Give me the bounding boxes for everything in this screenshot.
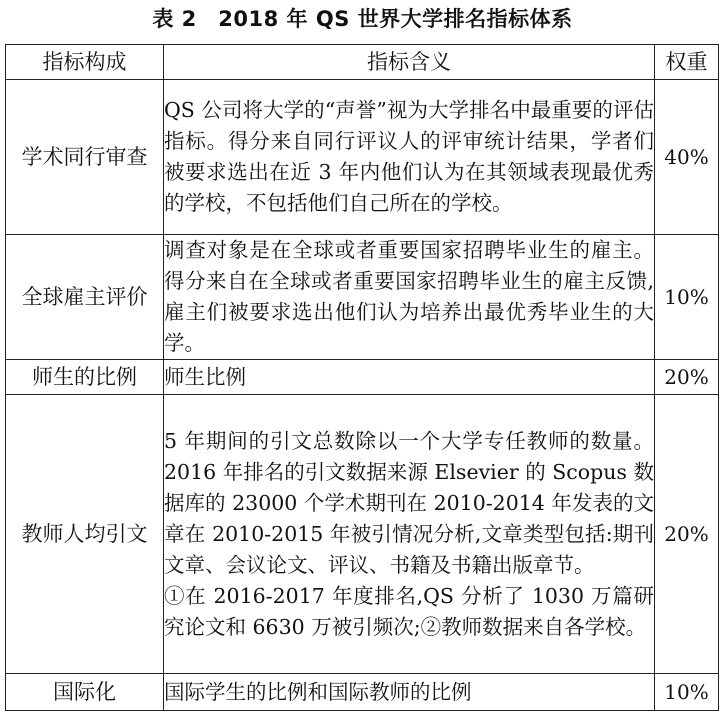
meaning-text: 5 年期间的引文总数除以一个大学专任教师的数量。2016 年排名的引文数据来源 Elsevier 的 Scopus 数据库的 23000 个学术期刊在 2010-2014 年发表的文章在 2010-2015 年被引情况分析,文章类型包括:期刊文章、会议论文、评议、书籍及书籍出版章节。 xyxy=(164,428,654,577)
header-indicator: 指标构成 xyxy=(6,45,164,80)
weight-cell: 20% xyxy=(655,360,719,395)
table-row xyxy=(6,395,719,674)
indicator-cell: 学术同行审查 xyxy=(6,80,164,235)
weight-cell: 20% xyxy=(655,395,719,674)
meaning-cell xyxy=(164,395,655,674)
table-row xyxy=(6,674,719,711)
table-row xyxy=(6,360,719,395)
weight-cell: 10% xyxy=(655,235,719,360)
indicator-cell: 国际化 xyxy=(6,674,164,711)
indicator-cell: 师生的比例 xyxy=(6,360,164,395)
table-title: 表 2 2018 年 QS 世界大学排名指标体系 xyxy=(152,7,573,31)
meaning-cell xyxy=(164,360,655,395)
table-row xyxy=(6,80,719,235)
meaning-text: QS 公司将大学的“声誉”视为大学排名中最重要的评估指标。得分来自同行评议人的评审统计结果，学者们被要求选出在近 3 年内他们认为在其领域表现最优秀的学校，不包括他们自己所在的学校。 xyxy=(164,98,654,215)
meaning-text: 国际学生的比例和国际教师的比例 xyxy=(164,679,472,704)
meaning-cell xyxy=(164,235,655,360)
meaning-text-note: ①在 2016-2017 年度排名,QS 分析了 1030 万篇研究论文和 6630 万被引频次;②教师数据来自各学校。 xyxy=(164,583,654,639)
qs-ranking-table xyxy=(5,44,719,711)
table-row xyxy=(6,235,719,360)
table-header-row xyxy=(6,45,719,80)
meaning-cell xyxy=(164,80,655,235)
meaning-text: 调查对象是在全球或者重要国家招聘毕业生的雇主。得分来自在全球或者重要国家招聘毕业生的雇主反馈,雇主们被要求选出他们认为培养出最优秀毕业生的大学。 xyxy=(164,238,654,355)
header-meaning: 指标含义 xyxy=(164,45,655,80)
header-weight: 权重 xyxy=(655,45,719,80)
indicator-cell: 教师人均引文 xyxy=(6,395,164,674)
weight-cell: 10% xyxy=(655,674,719,711)
weight-cell: 40% xyxy=(655,80,719,235)
meaning-cell xyxy=(164,674,655,711)
indicator-cell: 全球雇主评价 xyxy=(6,235,164,360)
meaning-text: 师生比例 xyxy=(164,364,246,389)
